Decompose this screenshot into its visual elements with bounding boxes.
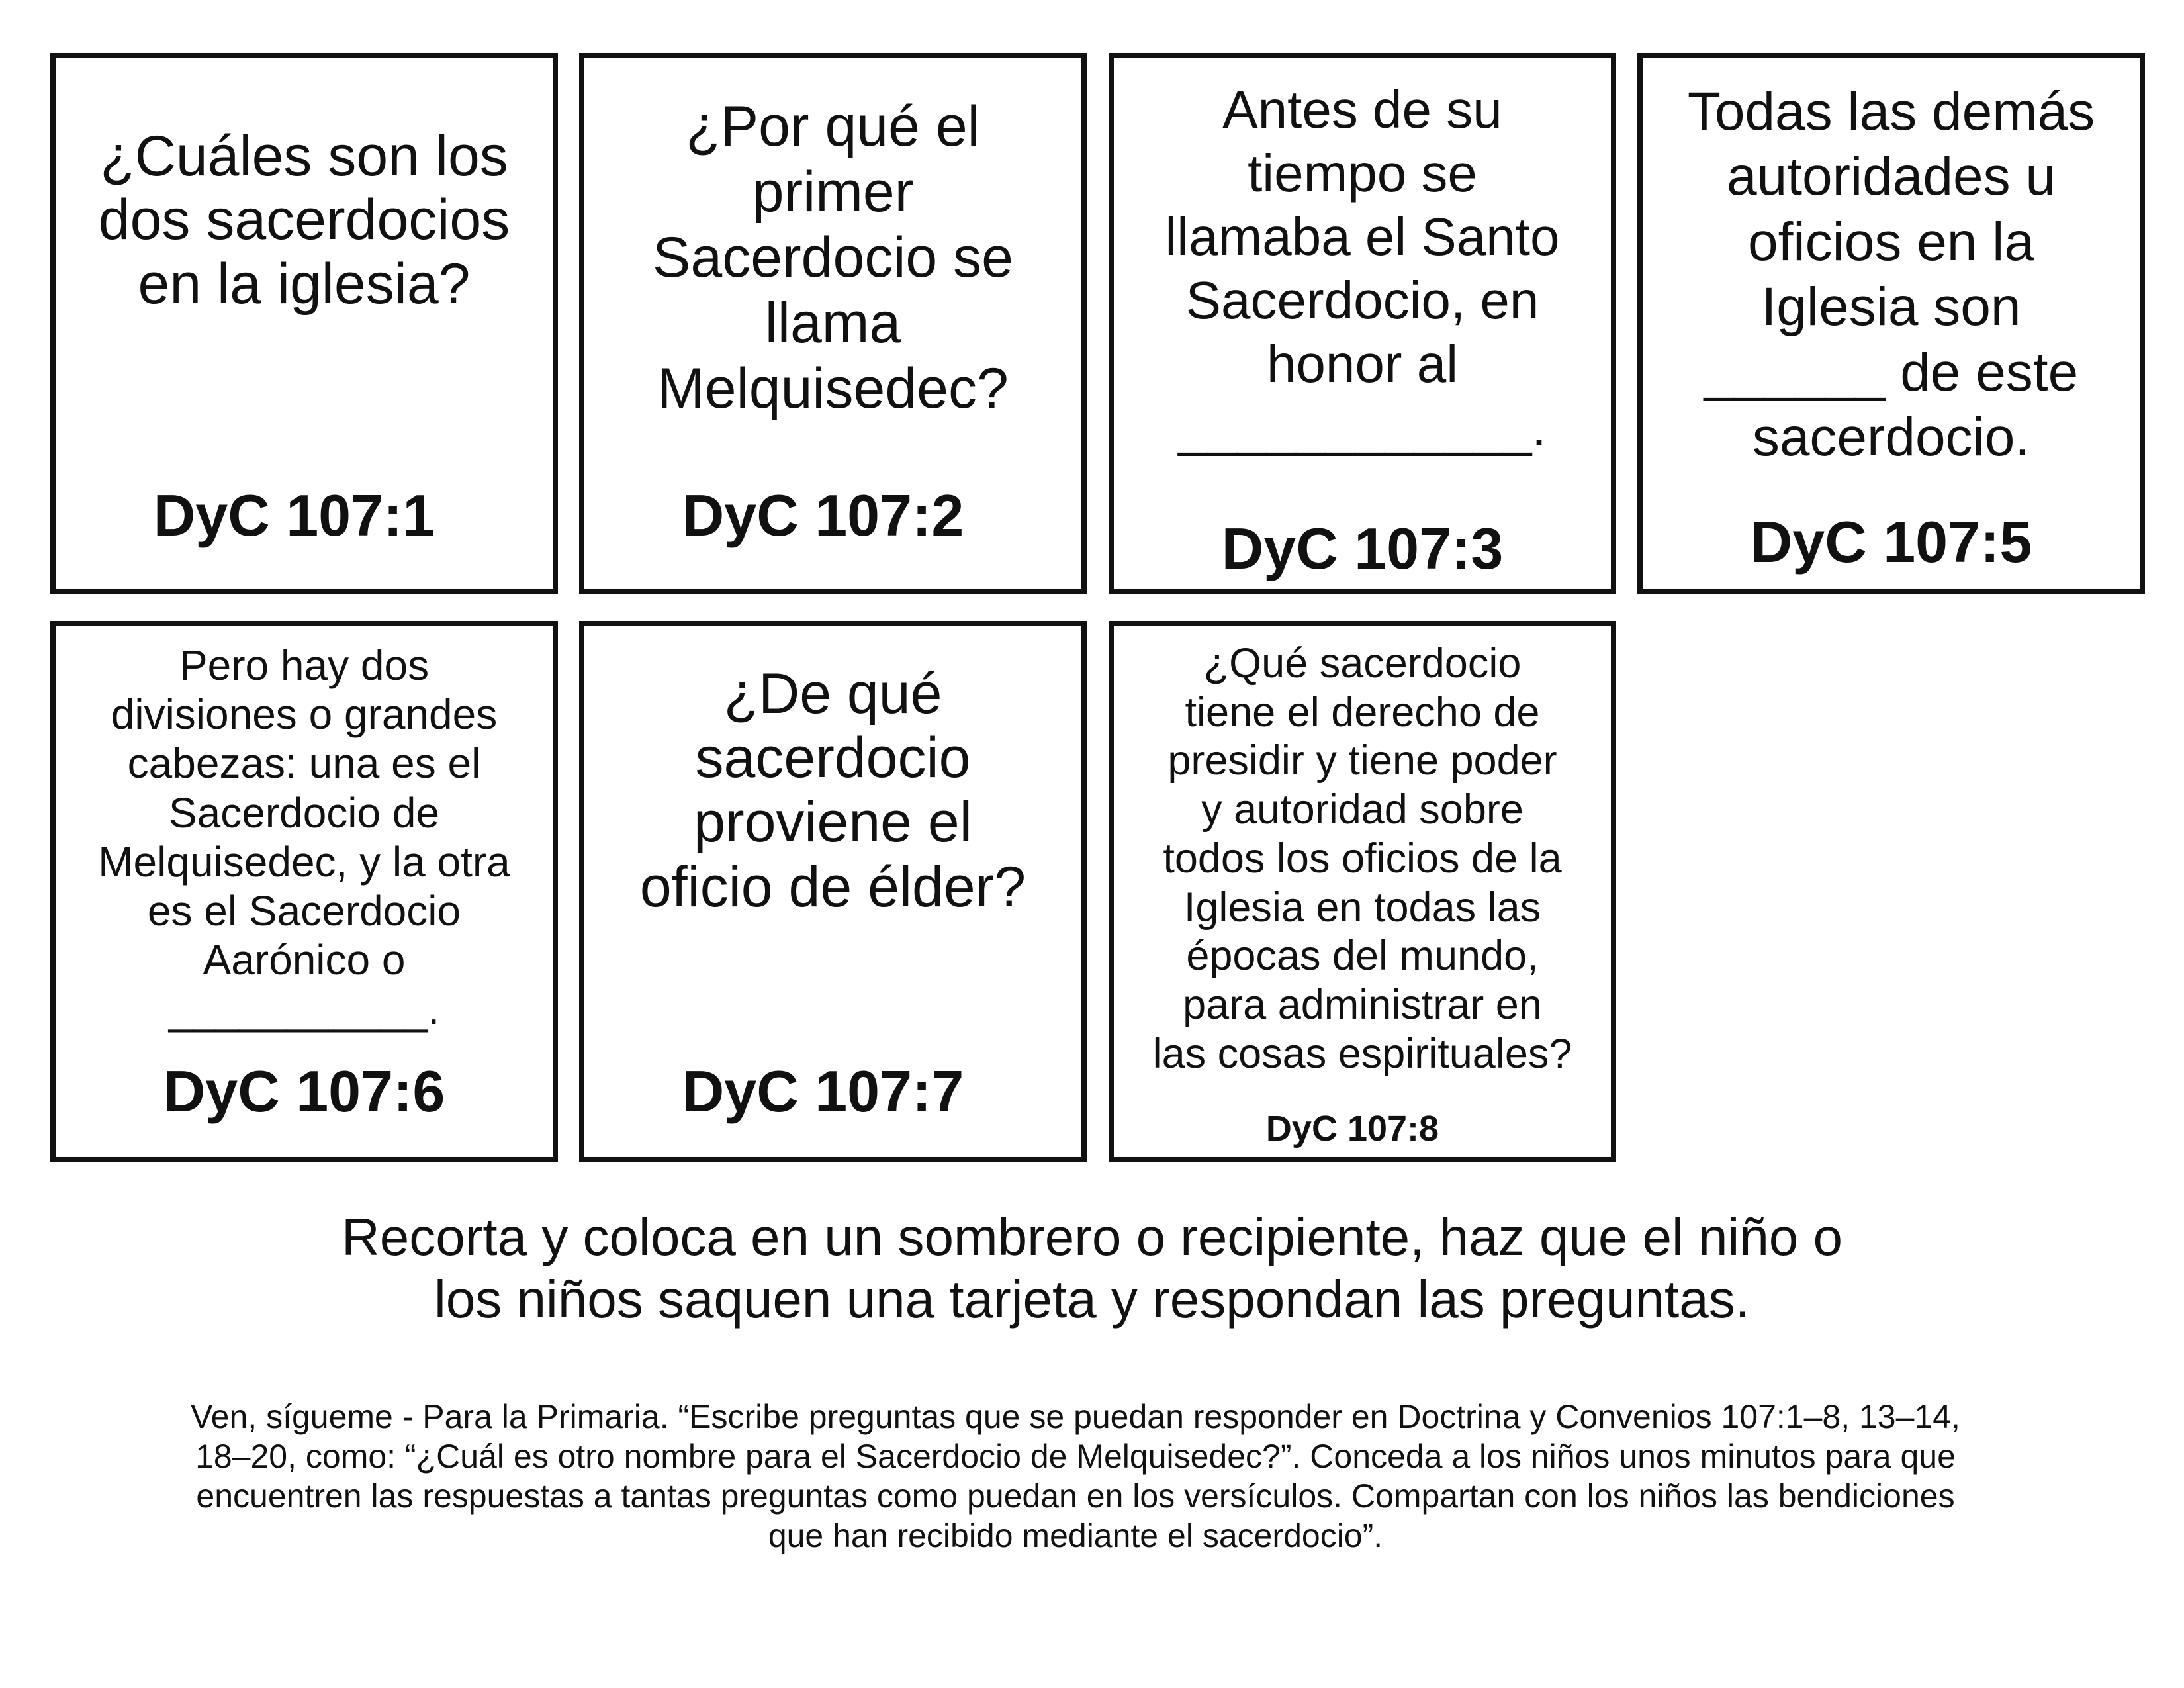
card-reference: DyC 107:2 bbox=[682, 483, 964, 548]
card-question: ¿Cuáles son los dos sacerdocios en la iglesia? bbox=[98, 124, 510, 316]
question-card-6 bbox=[579, 621, 1087, 1162]
card-question: Todas las demás autoridades u oficios en la Iglesia son ______ de este sacerdocio. bbox=[1687, 81, 2095, 467]
question-card-2 bbox=[579, 53, 1087, 594]
card-reference: DyC 107:8 bbox=[1265, 1109, 1439, 1149]
question-card-5 bbox=[50, 621, 558, 1162]
card-question: ¿Por qué el primer Sacerdocio se llama Melquisedec? bbox=[653, 95, 1013, 420]
source-note: Ven, sígueme - Para la Primaria. “Escribe preguntas que se puedan responder en Doctrina y Convenios 107:1–8, 13–14, 18–20, como: “¿Cuál es otro nombre para el Sacerdocio de Melquisedec?”. Conceda a los niños unos minutos para que encuentren las respuestas a tantas preguntas como puedan en los versículos. Compartan con los niños las bendiciones que han recibido mediante el sacerdocio”. bbox=[191, 1398, 1960, 1554]
card-reference: DyC 107:3 bbox=[1221, 516, 1504, 581]
card-reference: DyC 107:1 bbox=[153, 483, 435, 548]
card-reference: DyC 107:7 bbox=[682, 1058, 964, 1124]
card-question: ¿De qué sacerdocio proviene el oficio de élder? bbox=[639, 662, 1026, 919]
card-reference: DyC 107:5 bbox=[1750, 509, 2032, 575]
question-card-1 bbox=[50, 53, 558, 594]
card-question: ¿Qué sacerdocio tiene el derecho de presidir y tiene poder y autoridad sobre todos los oficios de la Iglesia en todas las épocas del mundo, para administrar en las cosas espirituales? bbox=[1152, 640, 1572, 1077]
card-question: Pero hay dos divisiones o grandes cabezas: una es el Sacerdocio de Melquisedec, y la otra es el Sacerdocio Aarónico o ___________. bbox=[98, 641, 510, 1033]
question-card-7 bbox=[1109, 621, 1616, 1162]
card-reference: DyC 107:6 bbox=[163, 1058, 445, 1124]
question-card-4 bbox=[1637, 53, 2145, 594]
question-card-3 bbox=[1109, 53, 1616, 594]
instructions-text: Recorta y coloca en un sombrero o recipiente, haz que el niño o los niños saquen una tarjeta y respondan las preguntas. bbox=[341, 1207, 1843, 1329]
card-question: Antes de su tiempo se llamaba el Santo Sacerdocio, en honor al ____________. bbox=[1165, 80, 1560, 457]
